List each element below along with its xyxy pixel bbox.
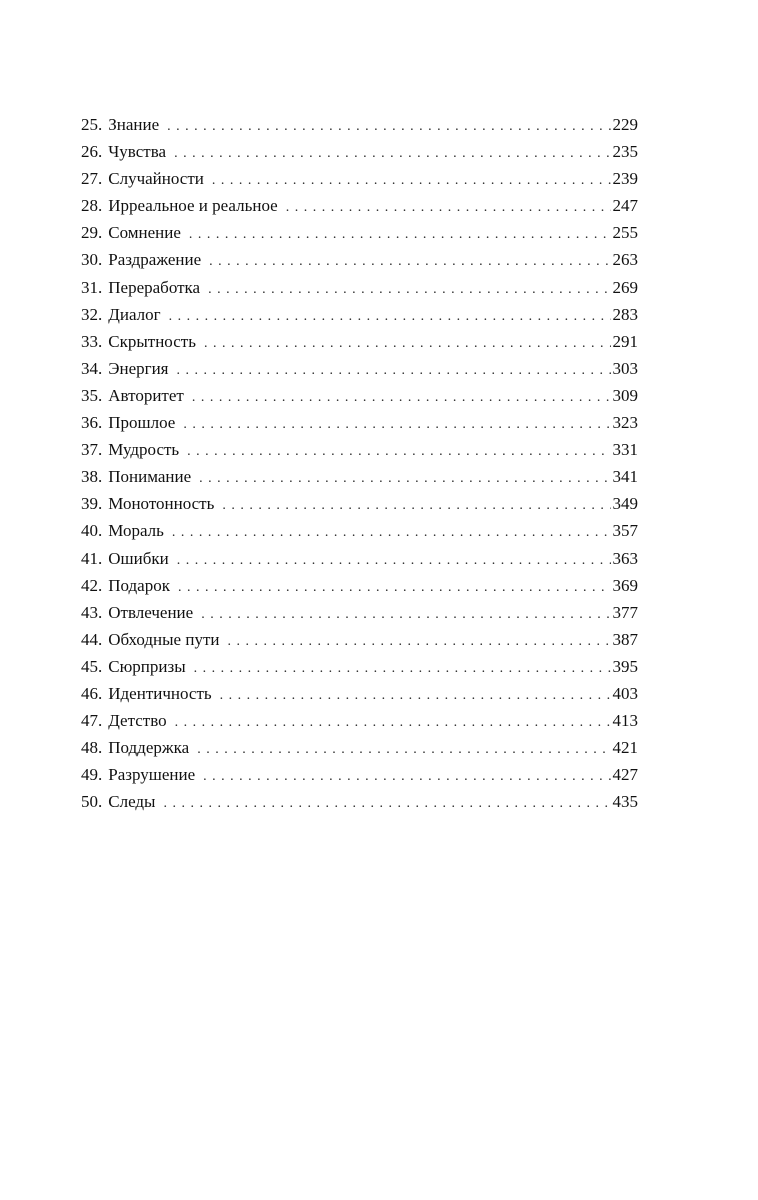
- dot-leader: [212, 167, 611, 194]
- toc-entry: [81, 734, 638, 761]
- chapter-title: Энергия: [108, 358, 169, 378]
- dot-leader: [204, 330, 611, 357]
- dot-leader: [178, 574, 611, 601]
- toc-entry: [81, 192, 638, 219]
- dot-leader: [192, 384, 611, 411]
- page-number: 283: [612, 304, 638, 324]
- page-number: 395: [612, 656, 638, 676]
- page-number: 303: [612, 358, 638, 378]
- page-number: 427: [612, 765, 638, 785]
- dot-leader: [174, 140, 610, 167]
- toc-entry: [81, 246, 638, 273]
- dot-leader: [201, 601, 610, 628]
- table-of-contents: [81, 111, 638, 815]
- chapter-number: 29.: [81, 223, 103, 243]
- page-number: 263: [612, 250, 638, 270]
- toc-entry: [81, 626, 638, 653]
- toc-entry: [81, 572, 638, 599]
- chapter-title: Прошлое: [108, 413, 176, 433]
- dot-leader: [169, 303, 611, 330]
- chapter-number: 31.: [81, 277, 103, 297]
- dot-leader: [183, 411, 610, 438]
- chapter-title: Подарок: [108, 575, 170, 595]
- chapter-number: 45.: [81, 656, 103, 676]
- chapter-title: Монотонность: [108, 494, 215, 514]
- dot-leader: [187, 438, 610, 465]
- dot-leader: [220, 682, 611, 709]
- chapter-number: 39.: [81, 494, 103, 514]
- dot-leader: [163, 790, 610, 817]
- chapter-number: 27.: [81, 169, 103, 189]
- toc-entry: [81, 219, 638, 246]
- dot-leader: [227, 628, 610, 655]
- chapter-number: 26.: [81, 142, 103, 162]
- toc-entry: [81, 328, 638, 355]
- chapter-number: 33.: [81, 331, 103, 351]
- chapter-title: Детство: [108, 711, 167, 731]
- dot-leader: [209, 248, 610, 275]
- page-number: 363: [612, 548, 638, 568]
- chapter-number: 40.: [81, 521, 103, 541]
- chapter-number: 37.: [81, 440, 103, 460]
- page-number: 387: [612, 629, 638, 649]
- dot-leader: [175, 709, 611, 736]
- page-number: 377: [612, 602, 638, 622]
- page-number: 235: [612, 142, 638, 162]
- chapter-title: Сомнение: [108, 223, 181, 243]
- chapter-title: Идентичность: [108, 683, 212, 703]
- dot-leader: [197, 736, 610, 763]
- chapter-title: Ирреальное и реальное: [108, 196, 278, 216]
- toc-entry: [81, 274, 638, 301]
- toc-entry: [81, 301, 638, 328]
- chapter-title: Мораль: [108, 521, 164, 541]
- page-number: 341: [612, 467, 638, 487]
- dot-leader: [167, 113, 610, 140]
- chapter-title: Знание: [108, 115, 160, 134]
- dot-leader: [189, 221, 611, 248]
- page-number: 421: [612, 738, 638, 758]
- dot-leader: [172, 519, 611, 546]
- chapter-number: 32.: [81, 304, 103, 324]
- page-number: 247: [612, 196, 638, 216]
- chapter-title: Ошибки: [108, 548, 169, 568]
- chapter-title: Разрушение: [108, 765, 196, 785]
- chapter-number: 47.: [81, 711, 103, 731]
- page-number: 229: [612, 115, 638, 134]
- toc-entry: [81, 165, 638, 192]
- toc-entry: [81, 761, 638, 788]
- dot-leader: [286, 194, 611, 221]
- chapter-number: 50.: [81, 792, 103, 812]
- dot-leader: [222, 492, 610, 519]
- page-number: 369: [612, 575, 638, 595]
- page-number: 435: [612, 792, 638, 812]
- chapter-number: 42.: [81, 575, 103, 595]
- chapter-title: Поддержка: [108, 738, 190, 758]
- chapter-number: 38.: [81, 467, 103, 487]
- chapter-number: 36.: [81, 413, 103, 433]
- dot-leader: [203, 763, 610, 790]
- dot-leader: [194, 655, 611, 682]
- chapter-number: 34.: [81, 358, 103, 378]
- chapter-title: Переработка: [108, 277, 201, 297]
- page-number: 323: [612, 413, 638, 433]
- chapter-number: 49.: [81, 765, 103, 785]
- dot-leader: [177, 357, 611, 384]
- chapter-number: 35.: [81, 385, 103, 405]
- chapter-number: 43.: [81, 602, 103, 622]
- chapter-title: Скрытность: [108, 331, 196, 351]
- toc-entry: [81, 463, 638, 490]
- toc-entry: [81, 355, 638, 382]
- toc-entry: [81, 436, 638, 463]
- toc-entry: [81, 490, 638, 517]
- toc-entry: [81, 680, 638, 707]
- chapter-title: Мудрость: [108, 440, 180, 460]
- chapter-number: 28.: [81, 196, 103, 216]
- chapter-title: Следы: [108, 792, 156, 812]
- page-number: 403: [612, 683, 638, 703]
- chapter-title: Авторитет: [108, 385, 184, 405]
- page-number: 331: [612, 440, 638, 460]
- chapter-number: 44.: [81, 629, 103, 649]
- chapter-title: Раздражение: [108, 250, 202, 270]
- page-number: 357: [612, 521, 638, 541]
- chapter-number: 30.: [81, 250, 103, 270]
- toc-entry: [81, 517, 638, 544]
- toc-entry: [81, 138, 638, 165]
- chapter-title: Чувства: [108, 142, 167, 162]
- page-number: 239: [612, 169, 638, 189]
- chapter-title: Отвлечение: [108, 602, 194, 622]
- page-number: 291: [612, 331, 638, 351]
- chapter-title: Понимание: [108, 467, 192, 487]
- page-number: 349: [612, 494, 638, 514]
- dot-leader: [177, 547, 611, 574]
- chapter-number: 48.: [81, 738, 103, 758]
- toc-entry: [81, 409, 638, 436]
- chapter-title: Случайности: [108, 169, 204, 189]
- page-number: 309: [612, 385, 638, 405]
- chapter-number: 41.: [81, 548, 103, 568]
- toc-entry: [81, 382, 638, 409]
- chapter-title: Диалог: [108, 304, 161, 324]
- toc-entry: [81, 788, 638, 815]
- page-number: 255: [612, 223, 638, 243]
- dot-leader: [208, 276, 610, 303]
- toc-entry: [81, 599, 638, 626]
- chapter-number: 46.: [81, 683, 103, 703]
- toc-entry: [81, 111, 638, 138]
- page-number: 269: [612, 277, 638, 297]
- toc-entry: [81, 707, 638, 734]
- dot-leader: [199, 465, 610, 492]
- chapter-number: 25.: [81, 115, 103, 134]
- chapter-title: Обходные пути: [108, 629, 220, 649]
- page-number: 413: [612, 711, 638, 731]
- toc-entry: [81, 545, 638, 572]
- chapter-title: Сюрпризы: [108, 656, 186, 676]
- toc-entry: [81, 653, 638, 680]
